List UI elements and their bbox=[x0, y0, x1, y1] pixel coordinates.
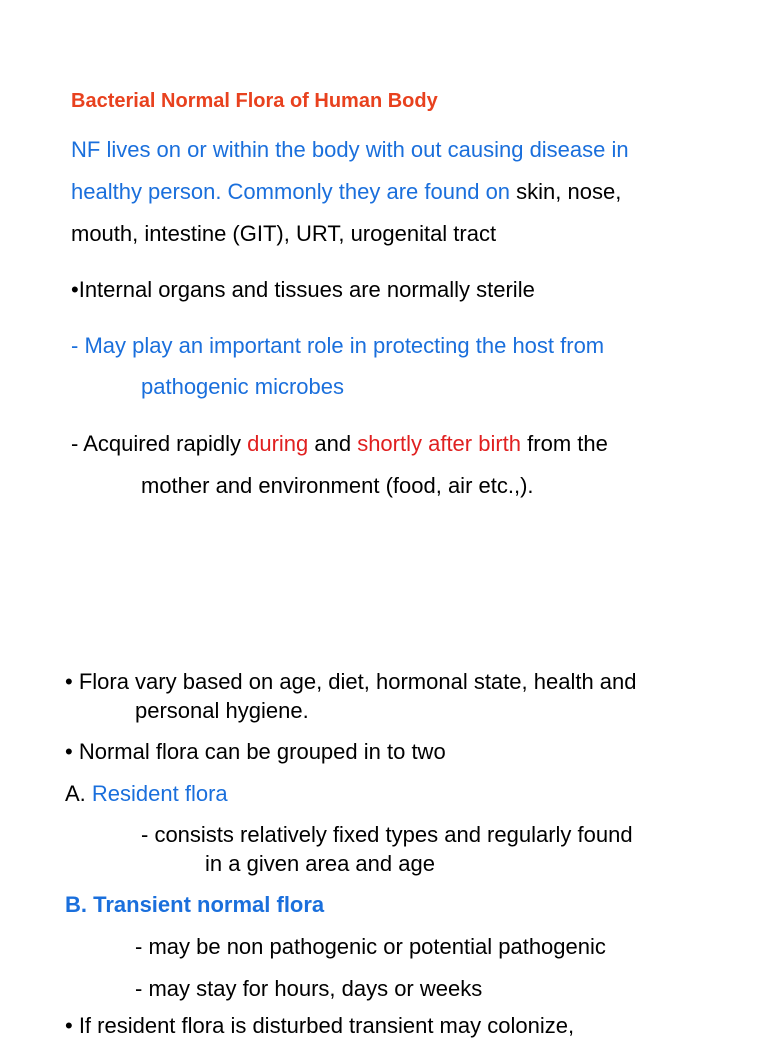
bullet-grouped: • Normal flora can be grouped in to two bbox=[65, 739, 446, 764]
bullet-vary-line-1: • Flora vary based on age, diet, hormonal state, health and bbox=[65, 669, 637, 694]
acquired-shortly: shortly after birth bbox=[357, 431, 522, 456]
document-title: Bacterial Normal Flora of Human Body bbox=[71, 90, 438, 112]
resident-desc-line-2: in a given area and age bbox=[205, 851, 435, 876]
bullet-sterile: •Internal organs and tissues are normally sterile bbox=[71, 277, 535, 302]
acquired-suffix: from the bbox=[521, 431, 608, 456]
acquired-prefix: - Acquired rapidly bbox=[71, 431, 248, 456]
intro-line-3: mouth, intestine (GIT), URT, urogenital tract bbox=[71, 221, 497, 246]
intro-line-1: NF lives on or within the body with out causing disease in bbox=[71, 137, 629, 162]
transient-desc-1: - may be non pathogenic or potential pathogenic bbox=[135, 934, 606, 959]
acquired-and: and bbox=[308, 431, 358, 456]
intro-line-2-blue: healthy person. Commonly they are found on bbox=[71, 179, 511, 204]
protect-line-1: - May play an important role in protecting the host from bbox=[71, 333, 605, 358]
cut-off-line: • If resident flora is disturbed transient may colonize, bbox=[65, 1013, 575, 1038]
transient-desc-2: - may stay for hours, days or weeks bbox=[135, 976, 483, 1001]
acquired-line-1 bbox=[71, 431, 608, 457]
intro-line-2 bbox=[71, 179, 621, 205]
resident-prefix: A. bbox=[65, 781, 92, 806]
acquired-line-2: mother and environment (food, air etc.,). bbox=[141, 473, 534, 498]
resident-desc-line-1: - consists relatively fixed types and regularly found bbox=[141, 822, 633, 847]
resident-heading bbox=[65, 781, 228, 807]
acquired-during: during bbox=[247, 431, 309, 456]
transient-heading: B. Transient normal flora bbox=[65, 892, 325, 917]
bullet-vary-line-2: personal hygiene. bbox=[135, 698, 309, 723]
protect-line-2: pathogenic microbes bbox=[141, 374, 345, 399]
resident-label: Resident flora bbox=[91, 781, 228, 806]
intro-line-2-black: skin, nose, bbox=[510, 179, 622, 204]
